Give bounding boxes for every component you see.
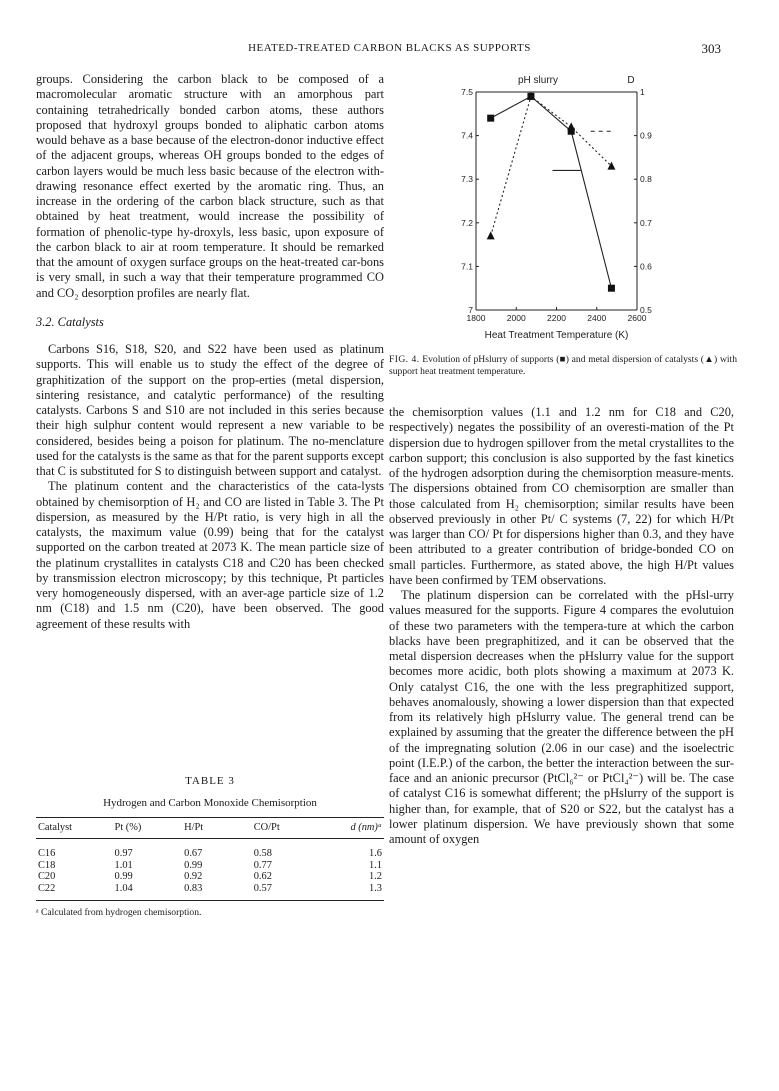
left-column bbox=[36, 72, 384, 632]
table-cell: 0.97 bbox=[114, 848, 133, 859]
right-column bbox=[389, 405, 734, 847]
section-heading: 3.2. Catalysts bbox=[36, 314, 104, 329]
column-header: Pt (%) bbox=[114, 822, 142, 833]
table-cell: 0.57 bbox=[253, 882, 272, 894]
column-header: H/Pt bbox=[184, 822, 204, 833]
y-left-tick-label: 7.1 bbox=[461, 261, 473, 272]
column-header: d (nm)ᵃ bbox=[350, 822, 382, 833]
x-tick-label: 2400 bbox=[587, 313, 607, 323]
x-tick-label: 1800 bbox=[466, 313, 486, 323]
table-footnote: ᵃ Calculated from hydrogen chemisorption. bbox=[36, 907, 202, 918]
figure-caption-text: Evolution of pHslurry of supports (■) and metal dispersion of catalysts (▲) with support heat treatment temperature. bbox=[389, 354, 737, 377]
y-left-tick-label: 7.3 bbox=[461, 174, 473, 185]
paragraph: The platinum content and the characteristics of the cata-lysts obtained by chemisorption of H₂ and CO are listed in Table 3. The Pt dispersion, as measured by the H/Pt ratio, is very high in all the catalysts, the maximum value (0.99) being that for the catalyst supported on the carbon treated at 2073 K. The mean particle size of the platinum crystallites in catalysts C18 and C20 has been checked by transmission electron microscopy; by this technique, Pt particles very homogeneously dispersed, with an aver-age particle size of 1.2 nm (C18) and 1.5 nm (C20), have been observed. The good agreement of these results with bbox=[36, 479, 384, 631]
y-right-tick-label: 0.7 bbox=[640, 217, 652, 228]
table-row bbox=[36, 839, 384, 860]
table-row bbox=[36, 871, 384, 883]
y-right-tick-label: 1 bbox=[640, 87, 645, 97]
y-left-tick-label: 7.5 bbox=[461, 87, 473, 97]
y-right-tick-label: 0.6 bbox=[640, 261, 652, 272]
chart bbox=[389, 70, 737, 350]
ph-slurry-line bbox=[491, 96, 612, 288]
table-3 bbox=[36, 775, 384, 918]
paragraph: The platinum dispersion can be correlated with the pHsl-urry values measured for the supports. Figure 4 compares the evolutuion of these two parameters with the tempera-ture at which the carbon blacks have been pregraphitized, and it can be observed that the metal dispersion decreases when the pHslurry value for the support becomes more acidic, both plots showing a maximum at 2073 K. Only catalyst C16, the one with the less pregraphitized support, behaves anomalously, showing a lower dispersion than that expected from its relatively high pHslurry value. The general trend can be explained by assuming that the greater the difference between the pH of the impregnating solution (2.06 in our case) and the isoelectric point (I.E.P.) of the carbon, the better the interaction between the sur-face and an anionic precursor (PtCl₆²⁻ or PtCl₄²⁻) will be. The case of catalyst C16 is somewhat different; the pHslurry of the support is higher than, for example, that of S20 or S22, but the catalyst has a lower platinum dispersion. We have previously shown that some amount of oxygen bbox=[389, 588, 734, 846]
x-tick-label: 2000 bbox=[506, 313, 526, 323]
table-cell: C20 bbox=[38, 871, 56, 882]
table-cell: 1.3 bbox=[369, 882, 382, 894]
table-cell: 1.04 bbox=[114, 882, 133, 894]
table-title: Hydrogen and Carbon Monoxide Chemisorption bbox=[103, 797, 317, 809]
chart-marks bbox=[487, 92, 616, 292]
figure-4 bbox=[389, 70, 737, 390]
page-number: 303 bbox=[701, 41, 721, 56]
running-head: HEATED-TREATED CARBON BLACKS AS SUPPORTS bbox=[248, 42, 531, 54]
y-left-tick-label: 7.4 bbox=[461, 130, 473, 141]
dispersion-point bbox=[487, 231, 495, 239]
table-cell: 1.1 bbox=[369, 859, 382, 871]
table-row bbox=[36, 883, 384, 901]
paragraph: groups. Considering the carbon black to be composed of a macromolecular aromatic structure with an amorphous part containing tetrahedrically bonded carbon atoms, these authors proposed that hydroxyl groups bonded to aliphatic carbon atoms would behave as a base because of the electron-donor inductive effect of the adjacent groups, whereas OH groups bonded to the edges of carbon layers would be much less basic because of the electron with-drawing resonance effect exerted by the aromatic ring. Thus, an increase in the ordering of the carbon black structure, such as that obtained by heat treatment, would increase the possibility of formation of phenolic-type hy-droxyls, less basic, upon exposure of the carbon black to air at room temperature. It should be remarked that the amount of oxygen surface groups on the heat-treated car-bons is very small, in such a way that their temperature programmed CO and CO₂ desorption profiles are nearly flat. bbox=[36, 72, 384, 300]
x-tick-label: 2600 bbox=[627, 313, 647, 323]
page-header bbox=[0, 42, 779, 58]
table-label: TABLE 3 bbox=[185, 775, 235, 787]
dispersion-point bbox=[567, 122, 575, 130]
table-cell: 1.6 bbox=[369, 848, 382, 859]
table-header-row bbox=[36, 818, 384, 839]
table-cell: 0.58 bbox=[253, 848, 272, 859]
table-cell: 0.67 bbox=[184, 848, 203, 859]
y-left-axis-label: pH slurry bbox=[517, 75, 559, 86]
table-cell: C22 bbox=[38, 882, 56, 894]
x-tick-label: 2200 bbox=[547, 313, 566, 323]
table-cell: 1.2 bbox=[369, 871, 382, 882]
y-right-axis-label: D bbox=[627, 75, 635, 86]
y-left-tick-label: 7 bbox=[468, 305, 473, 315]
table-cell: 0.83 bbox=[184, 882, 203, 894]
y-right-tick-label: 0.5 bbox=[640, 305, 652, 315]
ph-slurry-point bbox=[608, 285, 615, 292]
table-cell: 1.01 bbox=[114, 859, 133, 871]
ph-slurry-point bbox=[487, 115, 494, 122]
chemisorption-table bbox=[36, 817, 384, 901]
paragraph: Carbons S16, S18, S20, and S22 have been used as platinum supports. This will enable us to study the effect of the degree of graphitization of the support on the prop-erties (metal dispersion, sintering resistance, and catalytic performance) of the resulting catalysts. Carbons S and S10 are not included in this series because their high sulphur content would represent a new variable to be considered, besides being a poison for platinum. The no-menclature used for the catalysts is the same as that for the parent supports except that C is substituted for S to distinguish between support and catalyst. bbox=[36, 342, 384, 478]
y-right-tick-label: 0.8 bbox=[640, 174, 652, 185]
y-right-tick-label: 0.9 bbox=[640, 130, 652, 141]
table-cell: C16 bbox=[38, 848, 56, 859]
table-cell: 0.62 bbox=[253, 871, 272, 882]
table-cell: 0.77 bbox=[253, 859, 272, 871]
table-body bbox=[36, 839, 384, 901]
y-left-tick-label: 7.2 bbox=[461, 217, 473, 228]
column-header: Catalyst bbox=[38, 822, 73, 833]
table-cell: 0.99 bbox=[184, 859, 203, 871]
figure-caption bbox=[389, 354, 737, 378]
table-cell: C18 bbox=[38, 859, 56, 871]
figure-caption-label: FIG. 4. bbox=[389, 354, 420, 365]
table-cell: 0.92 bbox=[184, 871, 203, 882]
table-row bbox=[36, 860, 384, 872]
column-header: CO/Pt bbox=[253, 822, 280, 833]
dispersion-line bbox=[491, 96, 612, 236]
x-axis-label: Heat Treatment Temperature (K) bbox=[484, 330, 629, 341]
table-cell: 0.99 bbox=[114, 871, 133, 882]
paragraph: the chemisorption values (1.1 and 1.2 nm for C18 and C20, respectively) negates the possibility of an overesti-mation of the Pt dispersion due to hydrogen spillover from the metal crystallites to the carbon support; this conclusion is also supported by the fast kinetics of the hydrogen adsorption during the chemisorption measure-ments. The dispersions obtained from CO chemisorption are smaller than those calculated from H₂ chemisorption; similar results have been observed previously in other Pt/ C systems (7, 22) for which H/Pt was larger than CO/ Pt for dispersions higher than 0.3, and they have been attributed to a greater contribution of bridge-bonded CO on small particles. Furthermore, as stated above, the high H/Pt values have been confirmed by TEM observations. bbox=[389, 405, 734, 587]
